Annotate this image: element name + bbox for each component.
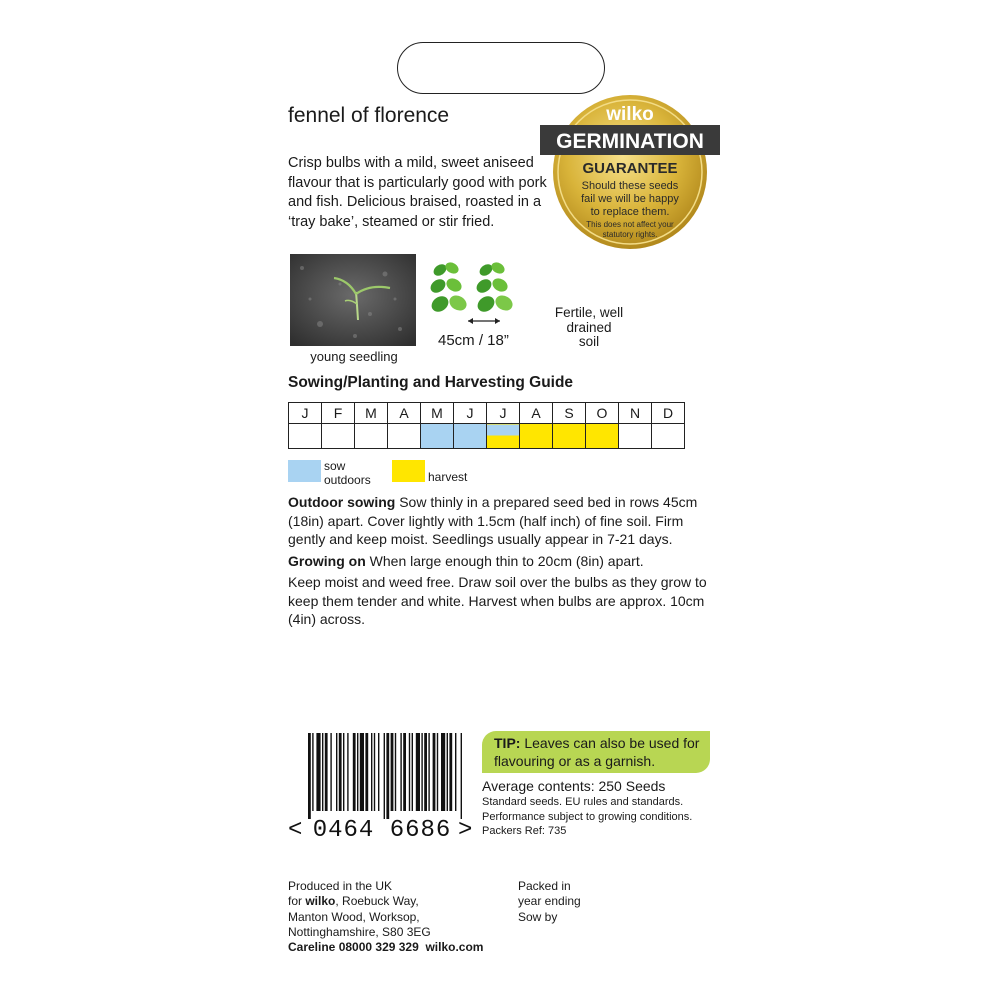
barcode-bar (455, 733, 456, 811)
packers-ref: Packers Ref: 735 (482, 825, 567, 837)
month-cell (520, 424, 553, 449)
outdoor-sowing-paragraph (288, 493, 718, 549)
barcode (286, 733, 478, 843)
careline-number: Careline 08000 329 329 (288, 940, 419, 955)
barcode-bar (312, 733, 313, 811)
barcode-bar (365, 733, 368, 811)
month-cell (388, 424, 421, 449)
growing-on-paragraph (288, 552, 718, 571)
spacing-label: 45cm / 18” (438, 332, 509, 349)
seedling-leaves-icon (428, 258, 530, 326)
barcode-bar (400, 733, 401, 811)
month-cell (487, 424, 520, 449)
producer-address: , Roebuck Way, (335, 894, 419, 909)
barcode-bar (416, 733, 420, 811)
soil-line: drained (566, 319, 612, 335)
seal-brand: wilko (606, 104, 654, 125)
barcode-bar (437, 733, 438, 811)
month-label: O (586, 403, 619, 424)
product-title: fennel of florence (288, 104, 450, 127)
tip-text: Leaves can also be used for flavouring or as a garnish. (494, 735, 700, 769)
barcode-bar (360, 733, 364, 811)
month-cell (619, 424, 652, 449)
barcode-right-bracket: > (458, 817, 473, 843)
month-cell (355, 424, 388, 449)
barcode-bar (386, 733, 389, 819)
sow-by-line: Sow by (518, 909, 558, 924)
product-description: Crisp bulbs with a mild, sweet aniseed flavour that is particularly good with pork and fish. Delicious braised, roasted in a ‘tray bake’, steamed or stir fried. (288, 155, 547, 230)
month-label: A (388, 403, 421, 424)
legend-sow-label: sow outdoors (324, 459, 371, 487)
barcode-bar (339, 733, 342, 811)
barcode-bar (403, 733, 406, 811)
contents-details (482, 795, 742, 839)
barcode-left-bracket: < (288, 817, 303, 843)
seal-promise-1: Should these seeds (581, 180, 679, 192)
legend-sow-swatch (288, 460, 321, 482)
tip-box (482, 731, 710, 773)
barcode-bar (330, 733, 331, 811)
producer-prefix: for (288, 894, 306, 909)
month-cell (553, 424, 586, 449)
barcode-bar (308, 733, 311, 819)
producer-line-4: Nottinghamshire, S80 3EG (288, 924, 431, 939)
growing-on-text: When large enough thin to 20cm (8in) apart. (365, 552, 644, 569)
month-cell (421, 424, 454, 449)
barcode-bar (347, 733, 348, 811)
seal-promise-3: to replace them. (590, 206, 670, 218)
month-label: N (619, 403, 652, 424)
packed-line: Packed in (518, 879, 571, 893)
growing-on-heading: Growing on (288, 552, 366, 569)
website: wilko.com (425, 940, 484, 955)
barcode-bar (322, 733, 323, 811)
barcode-bar (447, 733, 448, 811)
outdoor-sowing-text: Sow thinly in a prepared seed bed in rows 45cm (18in) apart. Cover lightly with 1.5cm (half inch) of fine soil. Firm gently and keep moist. Seedlings usually appear in 7-21 days. (288, 494, 698, 547)
growing-on-paragraph-2: Keep moist and weed free. Draw soil over the bulbs as they grow to keep them tender and white. Harvest when bulbs are approx. 10cm (4in) across. (288, 574, 707, 627)
packed-line: year ending (518, 894, 581, 909)
month-label: J (454, 403, 487, 424)
soil-line: Fertile, well (554, 305, 624, 320)
month-label: M (355, 403, 388, 424)
barcode-bar (316, 733, 320, 811)
month-label: F (322, 403, 355, 424)
barcode-bar (441, 733, 445, 811)
soil-line: soil (578, 334, 600, 349)
month-label: M (421, 403, 454, 424)
barcode-bar (371, 733, 372, 811)
month-label: J (289, 403, 322, 424)
seal-promise-2: fail we will be happy (581, 193, 679, 205)
calendar-activity-row (289, 424, 685, 449)
barcode-bar (336, 733, 337, 811)
legend-harvest-swatch (392, 460, 425, 482)
producer-line-2 (288, 894, 518, 909)
month-cell (289, 424, 322, 449)
contents-line: Standard seeds. EU rules and standards. (482, 796, 684, 808)
month-label: J (487, 403, 520, 424)
barcode-bar (461, 733, 462, 819)
barcode-bar (449, 733, 452, 811)
seal-subheadline: GUARANTEE (582, 160, 678, 177)
month-label: D (652, 403, 685, 424)
seedling-photo (290, 254, 416, 346)
soil-requirement (536, 306, 642, 350)
producer-info (288, 879, 518, 955)
barcode-number: 0464 6686 (312, 817, 452, 843)
careline (288, 940, 518, 955)
month-cell (652, 424, 685, 449)
barcode-bar (391, 733, 394, 811)
barcode-bar (343, 733, 344, 811)
barcode-bar (374, 733, 375, 811)
producer-brand: wilko (305, 894, 336, 909)
contents-line: Performance subject to growing conditions. (482, 810, 693, 823)
barcode-bar (433, 733, 436, 811)
producer-line-1: Produced in the UK (288, 879, 393, 893)
average-contents: Average contents: 250 Seeds (482, 778, 666, 794)
barcode-bar (412, 733, 413, 811)
barcode-bar (428, 733, 429, 811)
packed-info (518, 879, 618, 925)
seal-fine-2: statutory rights. (602, 230, 658, 239)
legend-harvest-label: harvest (428, 470, 468, 484)
tip-label: TIP: (494, 735, 521, 751)
instructions (288, 493, 718, 632)
outdoor-sowing-heading: Outdoor sowing (288, 494, 396, 510)
barcode-bar (357, 733, 358, 811)
guide-title: Sowing/Planting and Harvesting Guide (288, 374, 574, 391)
barcode-bar (395, 733, 396, 811)
month-cell (586, 424, 619, 449)
germination-guarantee-seal (540, 92, 720, 252)
month-cell (454, 424, 487, 449)
barcode-bar (421, 733, 422, 811)
hang-hole (397, 42, 605, 94)
photo-caption: young seedling (310, 349, 398, 364)
month-label: S (553, 403, 586, 424)
sowing-calendar (288, 402, 685, 449)
barcode-bar (378, 733, 379, 811)
seal-fine-1: This does not affect your (586, 220, 674, 229)
calendar-months-row (289, 403, 685, 424)
barcode-bar (384, 733, 385, 819)
barcode-bar (353, 733, 356, 811)
barcode-bar (424, 733, 427, 811)
barcode-bar (325, 733, 328, 811)
producer-line-3: Manton Wood, Worksop, (288, 909, 420, 924)
seal-headline: GERMINATION (556, 130, 704, 153)
barcode-bar (409, 733, 410, 811)
month-cell (322, 424, 355, 449)
month-label: A (520, 403, 553, 424)
